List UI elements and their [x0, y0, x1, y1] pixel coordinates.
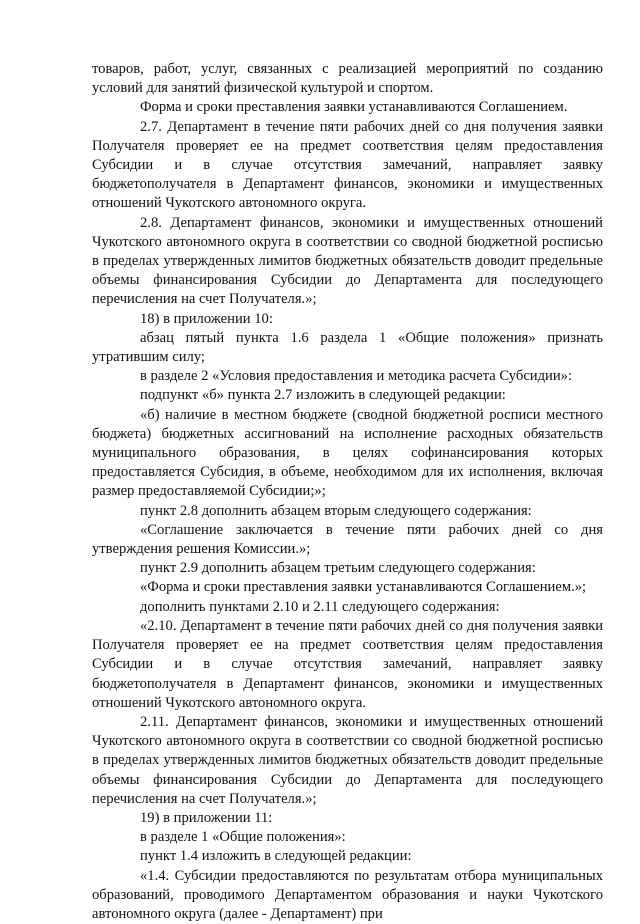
paragraph-5: 18) в приложении 10:	[140, 310, 273, 327]
paragraph-2: Форма и сроки преставления заявки устанавливаются Соглашением.	[140, 99, 568, 116]
paragraph-15: «2.10. Департамент в течение пяти рабочих дней со дня получения заявки Получателя проверяет ее на предмет соответствия целям предоставления Субсидии и в случае отсутствия замечаний, направляет заявку бюджетополучателя в Департамент финансов, экономики и имущественных отношений Чукотского автономного округа.	[92, 617, 603, 711]
paragraph-10: пункт 2.8 дополнить абзацем вторым следующего содержания:	[140, 502, 532, 519]
paragraph-8: подпункт «б» пункта 2.7 изложить в следующей редакции:	[140, 387, 506, 404]
paragraph-20: «1.4. Субсидии предоставляются по результатам отбора муниципальных образований, проводимого Департаментом образования и науки Чукотского автономного округа (далее - Департамент) при	[92, 867, 603, 922]
paragraph-3: 2.7. Департамент в течение пяти рабочих дней со дня получения заявки Получателя проверяет ее на предмет соответствия целям предоставления Субсидии и в случае отсутствия замечаний, направляет заявку бюджетополучателя в Департамент финансов, экономики и имущественных отношений Чукотского автономного округа.	[92, 118, 603, 212]
paragraph-17: 19) в приложении 11:	[140, 809, 273, 826]
paragraph-9: «б) наличие в местном бюджете (сводной бюджетной росписи местного бюджета) бюджетных ассигнований на исполнение расходных обязательств муниципального образования, в целях софинансирования которых предоставляется Субсидия, в объеме, необходимом для их исполнения, включая размер предоставляемой Субсидии;»;	[92, 406, 603, 500]
document-page	[92, 60, 603, 924]
paragraph-14: дополнить пунктами 2.10 и 2.11 следующего содержания:	[140, 598, 500, 615]
paragraph-1: товаров, работ, услуг, связанных с реализацией мероприятий по созданию условий для занятий физической культурой и спортом.	[92, 61, 603, 97]
paragraph-18: в разделе 1 «Общие положения»:	[140, 829, 346, 846]
paragraph-19: пункт 1.4 изложить в следующей редакции:	[140, 848, 412, 865]
paragraph-4: 2.8. Департамент финансов, экономики и имущественных отношений Чукотского автономного округа в соответствии со сводной бюджетной росписью в пределах утвержденных лимитов бюджетных обязательств доводит предельные объемы финансирования Субсидии до Департамента для последующего перечисления на счет Получателя.»;	[92, 214, 603, 308]
paragraph-16: 2.11. Департамент финансов, экономики и имущественных отношений Чукотского автономного округа в соответствии со сводной бюджетной росписью в пределах утвержденных лимитов бюджетных обязательств доводит предельные объемы финансирования Субсидии до Департамента для последующего перечисления на счет Получателя.»;	[92, 713, 603, 807]
paragraph-11: «Соглашение заключается в течение пяти рабочих дней со дня утверждения решения Комиссии.»;	[92, 521, 603, 558]
paragraph-7: в разделе 2 «Условия предоставления и методика расчета Субсидии»:	[140, 368, 572, 385]
paragraph-6: абзац пятый пункта 1.6 раздела 1 «Общие положения» признать утратившим силу;	[92, 329, 603, 366]
paragraph-13: «Форма и сроки преставления заявки устанавливаются Соглашением.»;	[140, 579, 587, 596]
paragraph-12: пункт 2.9 дополнить абзацем третьим следующего содержания:	[140, 560, 536, 577]
